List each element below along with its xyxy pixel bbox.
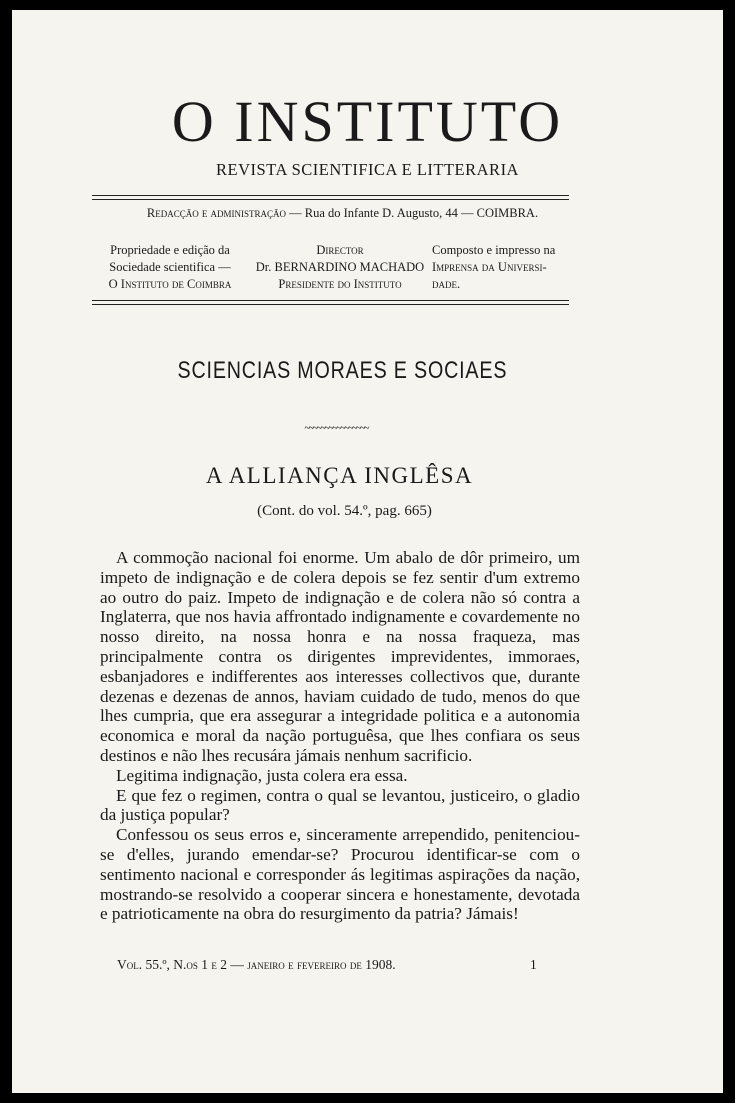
colophon-line: Presidente do Instituto bbox=[278, 277, 402, 291]
redaccao-line bbox=[12, 206, 673, 221]
colophon-line: Composto e impresso na bbox=[432, 243, 556, 257]
page-number: 1 bbox=[530, 957, 537, 972]
colophon-line: Dr. BERNARDINO MACHADO bbox=[255, 260, 425, 274]
footer-volume: Vol. 55.º, N.os 1 e 2 — janeiro e fevereiro de 1908. bbox=[117, 957, 396, 972]
colophon-publisher bbox=[90, 242, 250, 293]
paragraph: E que fez o regimen, contra o qual se levantou, justiceiro, o gladio da justiça popular? bbox=[100, 785, 580, 825]
mid-rule-upper bbox=[92, 300, 569, 301]
article-title: A ALLIANÇA INGLÊSA bbox=[205, 463, 474, 488]
redaccao-label: Redacção e administração bbox=[146, 206, 286, 220]
colophon-line: Imprensa da Universi- bbox=[432, 260, 547, 274]
top-rule-upper bbox=[92, 195, 569, 196]
colophon-line: O Instituto de Coimbra bbox=[108, 277, 232, 291]
paragraph: Legitima indignação, justa colera era essa. bbox=[116, 765, 408, 785]
colophon-printer bbox=[432, 242, 582, 293]
journal-title: O INSTITUTO bbox=[171, 89, 564, 154]
journal-subtitle: REVISTA SCIENTIFICA E LITTERARIA bbox=[216, 160, 519, 179]
article-continuation: (Cont. do vol. 54.º, pag. 665) bbox=[257, 503, 432, 519]
top-rule-lower bbox=[92, 199, 569, 200]
colophon-line: Propriedade e edição da bbox=[110, 243, 230, 257]
mid-rule-lower bbox=[92, 304, 569, 305]
section-ornament: ~~~~~~~~~~~~~~~~ bbox=[304, 422, 368, 434]
article-body bbox=[100, 548, 580, 924]
colophon-line: dade. bbox=[432, 277, 461, 291]
section-title: SCIENCIAS MORAES E SOCIAES bbox=[177, 357, 508, 384]
colophon-director bbox=[240, 242, 440, 293]
paragraph: Confessou os seus erros e, sinceramente arrependido, penitenciou-se d'elles, jurando emendar-se? Procurou identificar-se com o sentimento nacional e corresponder ás legitimas aspirações da nação, mostrando-se resolvido a cooperar sincera e honestamente, devotada e patrioticamente na obra do resurgimento da patria? Jámais! bbox=[100, 825, 580, 924]
redaccao-address: — Rua do Infante D. Augusto, 44 — COIMBRA. bbox=[289, 206, 539, 220]
colophon-line: Director bbox=[316, 243, 364, 257]
document-page bbox=[12, 10, 723, 1093]
colophon-line: Sociedade scientifica — bbox=[109, 260, 231, 274]
paragraph: A commoção nacional foi enorme. Um abalo de dôr primeiro, um impeto de indignação e de colera depois se fez sentir d'um extremo ao outro do paiz. Impeto de indignação e de colera não só contra a Inglaterra, que nos havia affrontado indignamente e covardemente no nosso direito, na nossa honra e na nossa fraqueza, mas principalmente contra os dirigentes imprevidentes, immoraes, esbanjadores e indifferentes aos interesses collectivos que, durante dezenas e dezenas de annos, haviam cuidado de tudo, menos do que lhes cumpria, que era assegurar a integridade politica e a autonomia economica e moral da nação portuguêsa, que lhes confiara os seus destinos e não lhes recusára jámais nenhum sacrificio. bbox=[100, 548, 580, 765]
